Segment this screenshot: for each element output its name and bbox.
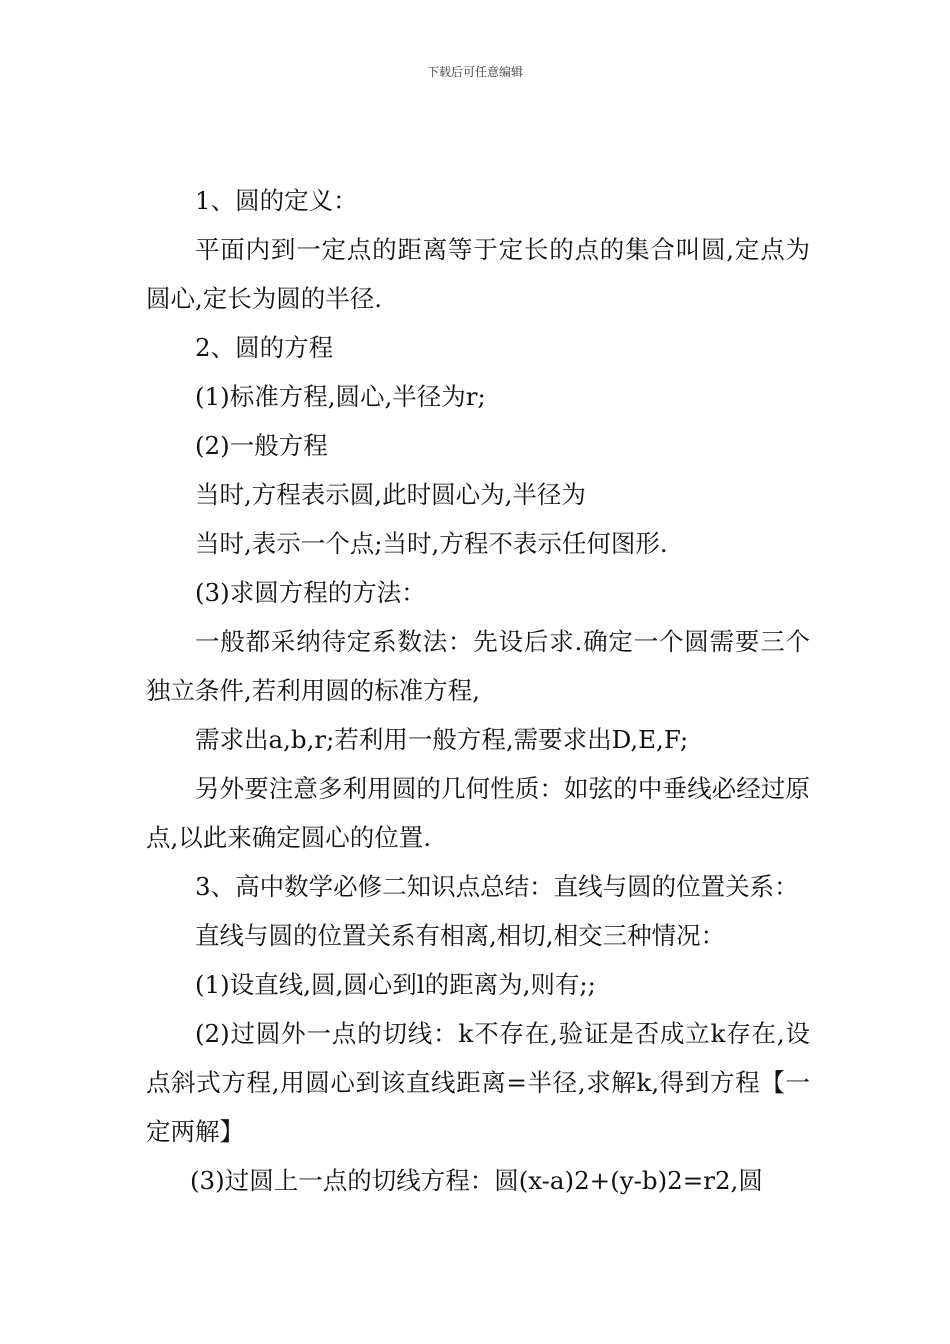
paragraph-distance-rule: (1)设直线,圆,圆心到l的距离为,则有;; xyxy=(195,970,596,999)
paragraph-tangent-on-circle: (3)过圆上一点的切线方程：圆(x-a)2+(y-b)2=r2,圆 xyxy=(190,1166,763,1195)
page-header-note: 下载后可任意编辑 xyxy=(426,65,523,79)
paragraph-external-tangent: (2)过圆外一点的切线：k不存在,验证是否成立k存在,设点斜式方程,用圆心到该直线距离=半径,求解k,得到方程【一定两解】 xyxy=(146,1019,810,1146)
paragraph-circle-equation-heading: 2、圆的方程 xyxy=(195,333,334,362)
paragraph-circle-definition: 平面内到一定点的距离等于定长的点的集合叫圆,定点为圆心,定长为圆的半径. xyxy=(146,235,810,313)
paragraph-geometry-note: 另外要注意多利用圆的几何性质：如弦的中垂线必经过原点,以此来确定圆心的位置. xyxy=(146,774,810,852)
paragraph-general-point-case: 当时,表示一个点;当时,方程不表示任何图形. xyxy=(195,529,668,558)
paragraph-circle-definition-heading: 1、圆的定义： xyxy=(195,186,358,215)
paragraph-line-circle-cases: 直线与圆的位置关系有相离,相切,相交三种情况： xyxy=(195,921,726,950)
paragraph-general-circle-case: 当时,方程表示圆,此时圆心为,半径为 xyxy=(195,480,586,509)
paragraph-standard-equation: (1)标准方程,圆心,半径为r; xyxy=(195,382,486,411)
paragraph-method-heading: (3)求圆方程的方法： xyxy=(195,578,426,607)
paragraph-general-equation: (2)一般方程 xyxy=(195,431,328,460)
paragraph-required-values: 需求出a,b,r;若利用一般方程,需要求出D,E,F; xyxy=(195,725,689,754)
paragraph-line-circle-heading: 3、高中数学必修二知识点总结：直线与圆的位置关系： xyxy=(195,872,799,901)
paragraph-undetermined-coefficients: 一般都采纳待定系数法：先设后求.确定一个圆需要三个独立条件,若利用圆的标准方程, xyxy=(146,627,810,705)
document-body xyxy=(146,176,810,1205)
